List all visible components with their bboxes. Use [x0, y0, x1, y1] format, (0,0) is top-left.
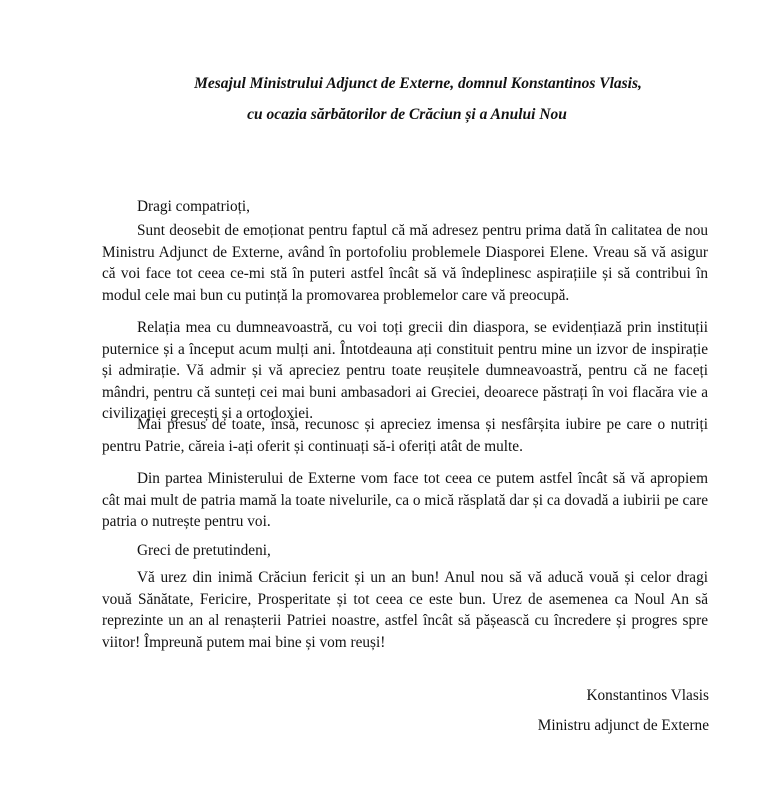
signature-role: Ministru adjunct de Externe: [537, 717, 709, 734]
paragraph-4: Din partea Ministerului de Externe vom face tot ceea ce putem astfel încât să vă apropiem cât mai mult de patria mamă la toate nivelurile, ca o mică răsplată dar și ca dovadă a iubirii pe care patria o nutrește pentru voi.: [102, 470, 708, 530]
title-line-1: Mesajul Ministrului Adjunct de Externe, domnul Konstantinos Vlasis,: [194, 75, 642, 92]
closing-paragraph: Vă urez din inimă Crăciun fericit și un an bun! Anul nou să vă aducă vouă și celor dragi vouă Sănătate, Fericire, Prosperitate și tot ceea ce este bun. Urez de asemenea ca Noul An să reprezinte un an al renașterii Patriei noastre, astfel încât să pășească cu încredere și progres spre viitor! Împreună putem mai bine și vom reuși!: [102, 569, 708, 651]
greeting: Dragi compatrioți,: [137, 198, 250, 215]
paragraph-3: Mai presus de toate, însă, recunosc și apreciez imensa și nesfârșita iubire pe care o nutriți pentru Patrie, căreia i-ați oferit și continuați să-i oferiți atât de multe.: [102, 416, 708, 455]
title-line-2: cu ocazia sărbătorilor de Crăciun și a Anului Nou: [247, 106, 567, 123]
signature-name: Konstantinos Vlasis: [586, 687, 709, 704]
greci-salutation: Greci de pretutindeni,: [137, 542, 271, 559]
paragraph-1: Sunt deosebit de emoționat pentru faptul că mă adresez pentru prima dată în calitatea de nou Ministru Adjunct de Externe, având în portofoliu problemele Diasporei Elene. Vreau să vă asigur că voi face tot ceea ce-mi stă în puteri astfel încât să vă îndeplinesc aspirațiile și să contribui în modul cele mai bun cu putință la promovarea problemelor care vă preocupă.: [102, 222, 708, 304]
paragraph-2: Relația mea cu dumneavoastră, cu voi toți grecii din diaspora, se evidențiază prin instituții puternice și a început acum mulți ani. Întotdeauna ați constituit pentru mine un izvor de inspirație și admirație. Vă admir și vă apreciez pentru toate reușitele dumneavoastră, pentru că ne faceți mândri, pentru că sunteți cei mai buni ambasadori ai Greciei, deoarece păstrați în voi flacăra vie a civilizației grecești și a ortodoxiei.: [102, 319, 708, 422]
